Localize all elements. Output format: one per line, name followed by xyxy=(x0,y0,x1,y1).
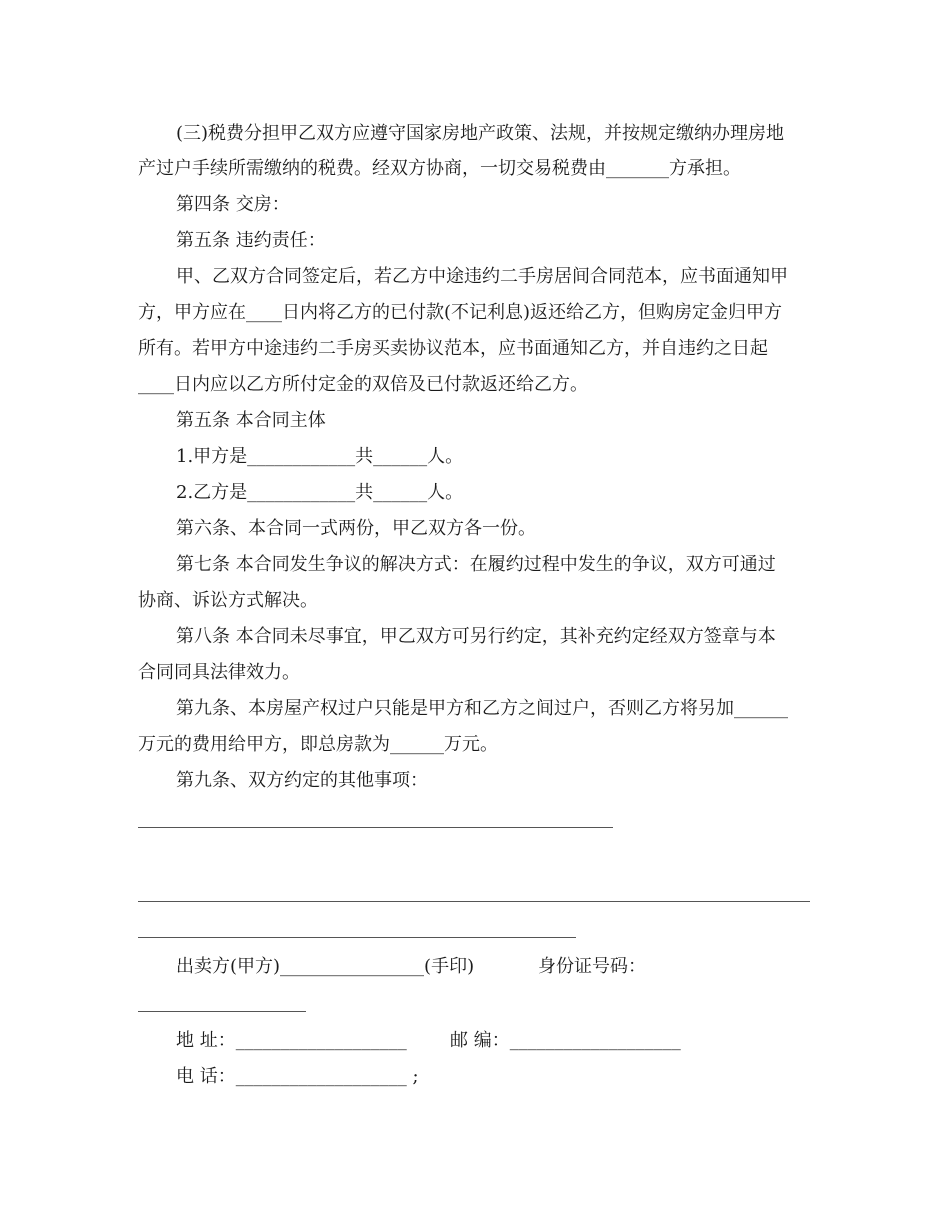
article-7-line-1: 第七条 本合同发生争议的解决方式：在履约过程中发生的争议，双方可通过 xyxy=(176,554,776,575)
blank-rule-2 xyxy=(138,901,810,902)
article-8-line-1: 第八条 本合同未尽事宜，甲乙双方可另行约定，其补充约定经双方签章与本 xyxy=(176,626,776,647)
party-b-line: 2.乙方是____________共______人。 xyxy=(176,482,464,503)
article-9-line-2: 万元的费用给甲方，即总房款为______万元。 xyxy=(138,734,498,755)
breach-clause-line-4: ____日内应以乙方所付定金的双倍及已付款返还给乙方。 xyxy=(138,374,588,395)
article-4-heading: 第四条 交房： xyxy=(176,194,290,215)
article-7-line-2: 协商、诉讼方式解决。 xyxy=(138,590,318,611)
tax-clause-line-1: (三)税费分担甲乙双方应遵守国家房地产政策、法规，并按规定缴纳办理房地 xyxy=(176,123,785,144)
breach-clause-line-2: 方，甲方应在____日内将乙方的已付款(不记利息)返还给乙方，但购房定金归甲方 xyxy=(138,302,783,323)
id-number-label: 身份证号码： xyxy=(538,956,646,977)
article-8-line-2: 合同同具法律效力。 xyxy=(138,662,300,683)
tax-clause-line-2: 产过户手续所需缴纳的税费。经双方协商，一切交易税费由_______方承担。 xyxy=(138,158,741,179)
blank-rule-3 xyxy=(138,937,576,938)
phone-field: 电 话：___________________ ; xyxy=(176,1066,419,1087)
other-matters-heading: 第九条、双方约定的其他事项： xyxy=(176,770,428,791)
seller-signature-line: 出卖方(甲方)________________(手印) xyxy=(176,956,475,977)
article-5-heading: 第五条 违约责任： xyxy=(176,230,326,251)
blank-rule-1 xyxy=(138,827,613,828)
postcode-field: 邮 编：___________________ xyxy=(450,1030,681,1051)
parties-heading: 第五条 本合同主体 xyxy=(176,410,326,431)
article-9-line-1: 第九条、本房屋产权过户只能是甲方和乙方之间过户，否则乙方将另加______ xyxy=(176,698,788,719)
address-field: 地 址：___________________ xyxy=(176,1030,407,1051)
party-a-line: 1.甲方是____________共______人。 xyxy=(176,446,464,467)
article-6-line: 第六条、本合同一式两份，甲乙双方各一份。 xyxy=(176,518,536,539)
breach-clause-line-3: 所有。若甲方中途违约二手房买卖协议范本，应书面通知乙方，并自违约之日起 xyxy=(138,338,768,359)
breach-clause-line-1: 甲、乙双方合同签定后，若乙方中途违约二手房居间合同范本，应书面通知甲 xyxy=(176,266,788,287)
id-number-blank xyxy=(138,1011,306,1012)
